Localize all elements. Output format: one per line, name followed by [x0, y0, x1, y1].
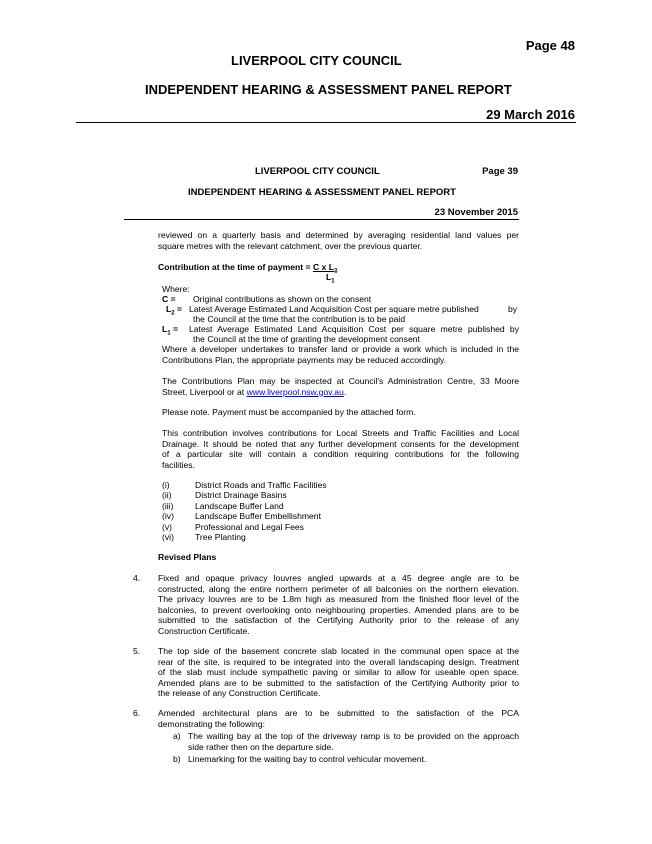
condition-number: 4.	[133, 573, 141, 583]
condition-line: Amended plans are to be submitted to the satisfaction of the Certifying Authority prior to	[158, 677, 519, 688]
contrib-line: of a particular site will contain a condition requiring contributions for the following	[162, 449, 519, 459]
outer-report-date: 29 March 2016	[486, 107, 575, 122]
condition-4-text	[158, 573, 519, 636]
inspection-line-suffix: .	[343, 386, 347, 397]
list-item	[162, 501, 519, 511]
condition-line: Fixed and opaque privacy louvres angled upwards at a 45 degree angle are to be	[158, 573, 519, 583]
list-item-text: District Drainage Basins	[195, 490, 287, 501]
outer-header-rule	[76, 122, 576, 123]
subitem-line: The waiting bay at the top of the driveway ramp is to be provided on the approach	[188, 731, 519, 741]
formula-prefix: Contribution at the time of payment =	[158, 262, 313, 272]
l2-subscript: 2	[171, 310, 175, 317]
condition-line: constructed, along the entire northern perimeter of all balconies on the northern elevation.	[158, 583, 519, 594]
where-l2-line1: Latest Average Estimated Land Acquisition Cost per square metre published	[189, 304, 479, 314]
condition-line: Construction Certificate.	[158, 625, 250, 636]
list-item-text: Tree Planting	[195, 531, 246, 542]
subitem-line: side rather then on the departure side.	[188, 741, 334, 752]
facilities-list	[162, 480, 519, 542]
where-l1-line2: the Council at the time of granting the development consent	[193, 334, 420, 344]
subitem-letter: b)	[173, 754, 181, 764]
work-line: Where a developer undertakes to transfer land or provide a work which is included in the	[162, 344, 519, 354]
list-item-text: Landscape Buffer Land	[195, 500, 284, 511]
where-l2-symbol	[166, 304, 182, 319]
list-item-number: (ii)	[162, 490, 172, 501]
formula-denominator-subscript: 1	[331, 278, 335, 285]
inner-header-rule	[124, 219, 519, 220]
subitem-letter: a)	[173, 731, 181, 741]
condition-line: of the slab must include sympathetic paving or similar to allow for useable open space.	[158, 667, 519, 677]
condition-number: 6.	[133, 708, 141, 718]
l1-subscript: 1	[167, 330, 171, 337]
list-item-text: District Roads and Traffic Facilities	[195, 480, 327, 490]
list-item-text: Landscape Buffer Embellishment	[195, 511, 321, 522]
condition-line: the release of any Construction Certificate.	[158, 688, 321, 698]
formula-numerator: C x L	[312, 262, 334, 272]
where-l2-by: by	[508, 304, 518, 314]
outer-report-title: INDEPENDENT HEARING & ASSESSMENT PANEL REPORT	[145, 82, 512, 97]
list-item-number: (i)	[162, 480, 170, 490]
l2-letter: L	[166, 304, 172, 314]
list-item-number: (iv)	[162, 511, 174, 522]
condition-line: rear of the site, is required to be integrated into the overall landscaping design. Treatment	[158, 656, 519, 667]
l2-equals: =	[174, 304, 182, 314]
inspection-line: The Contributions Plan may be inspected at Council's Administration Centre, 33 Moore	[162, 376, 519, 386]
list-item	[162, 511, 519, 521]
intro-paragraph	[158, 230, 519, 251]
where-l1-symbol	[162, 324, 178, 339]
list-item	[162, 522, 519, 532]
condition-line: The privacy louvres are to be 1.8m high as measured from the finished floor level of the	[158, 594, 519, 604]
intro-line: square metres with the relevant catchment, over the previous quarter.	[158, 240, 423, 251]
inspection-paragraph	[162, 376, 519, 397]
condition-line: balconies, to prevent overlooking onto neighbouring properties. Amended plans are to be	[158, 604, 519, 615]
condition-line: submitted to the satisfaction of the Certifying Authority prior to the release of any	[158, 615, 519, 625]
contributions-paragraph	[162, 428, 519, 470]
formula-denominator-letter: L	[326, 272, 332, 282]
where-l1-line1: Latest Average Estimated Land Acquisition Cost per square metre published by	[189, 324, 519, 334]
formula-numerator-subscript: 2	[333, 268, 338, 275]
where-c-symbol: C =	[162, 294, 176, 304]
list-item	[162, 480, 519, 490]
inner-page-number: Page 39	[482, 166, 518, 177]
outer-page-number: Page 48	[525, 38, 575, 53]
where-l2-line2: the Council at the time that the contribution is to be paid	[193, 314, 406, 324]
payment-note: Please note. Payment must be accompanied by the attached form.	[162, 407, 416, 417]
l1-letter: L	[162, 324, 168, 334]
inner-report-date: 23 November 2015	[434, 207, 518, 218]
work-line: Contributions Plan, the appropriate payments may be reduced accordingly.	[162, 354, 447, 365]
inspection-line	[162, 387, 519, 398]
list-item-number: (iii)	[162, 500, 174, 511]
where-label: Where:	[162, 284, 190, 294]
inspection-line-prefix: Street, Liverpool or at	[162, 386, 247, 397]
list-item-number: (vi)	[162, 531, 174, 542]
subitem-line: Linemarking for the waiting bay to control vehicular movement.	[188, 754, 427, 764]
council-website-link[interactable]: www.liverpool.nsw.gov.au	[246, 386, 344, 397]
l1-equals: =	[170, 324, 178, 334]
inner-report-title: INDEPENDENT HEARING & ASSESSMENT PANEL REPORT	[188, 187, 456, 198]
subitem-a-text	[188, 731, 519, 752]
contrib-line: This contribution involves contributions for Local Streets and Traffic Facilities and Local	[162, 428, 519, 438]
contribution-formula	[158, 262, 337, 277]
where-c-definition: Original contributions as shown on the consent	[193, 294, 372, 304]
condition-5-text	[158, 646, 519, 699]
condition-line: Amended architectural plans are to be submitted to the satisfaction of the PCA	[158, 708, 519, 718]
intro-line: reviewed on a quarterly basis and determined by averaging residential land values per	[158, 230, 519, 240]
condition-line: The top side of the basement concrete slab located in the communal open space at the	[158, 646, 519, 656]
list-item-text: Professional and Legal Fees	[195, 521, 304, 532]
condition-6-text	[158, 708, 519, 729]
condition-number: 5.	[133, 646, 141, 656]
list-item-number: (v)	[162, 521, 173, 532]
inner-council-name: LIVERPOOL CITY COUNCIL	[255, 166, 380, 177]
contrib-line: Drainage. It should be noted that any further development consents for the development	[162, 438, 519, 449]
revised-plans-heading: Revised Plans	[158, 552, 217, 562]
outer-council-name: LIVERPOOL CITY COUNCIL	[231, 53, 402, 68]
condition-line: demonstrating the following:	[158, 718, 266, 729]
list-item	[162, 532, 519, 542]
formula-denominator	[326, 272, 335, 287]
developer-work-paragraph	[162, 344, 519, 365]
contrib-line: facilities.	[162, 459, 195, 470]
subitem-b-text	[188, 754, 519, 765]
list-item	[162, 490, 519, 500]
